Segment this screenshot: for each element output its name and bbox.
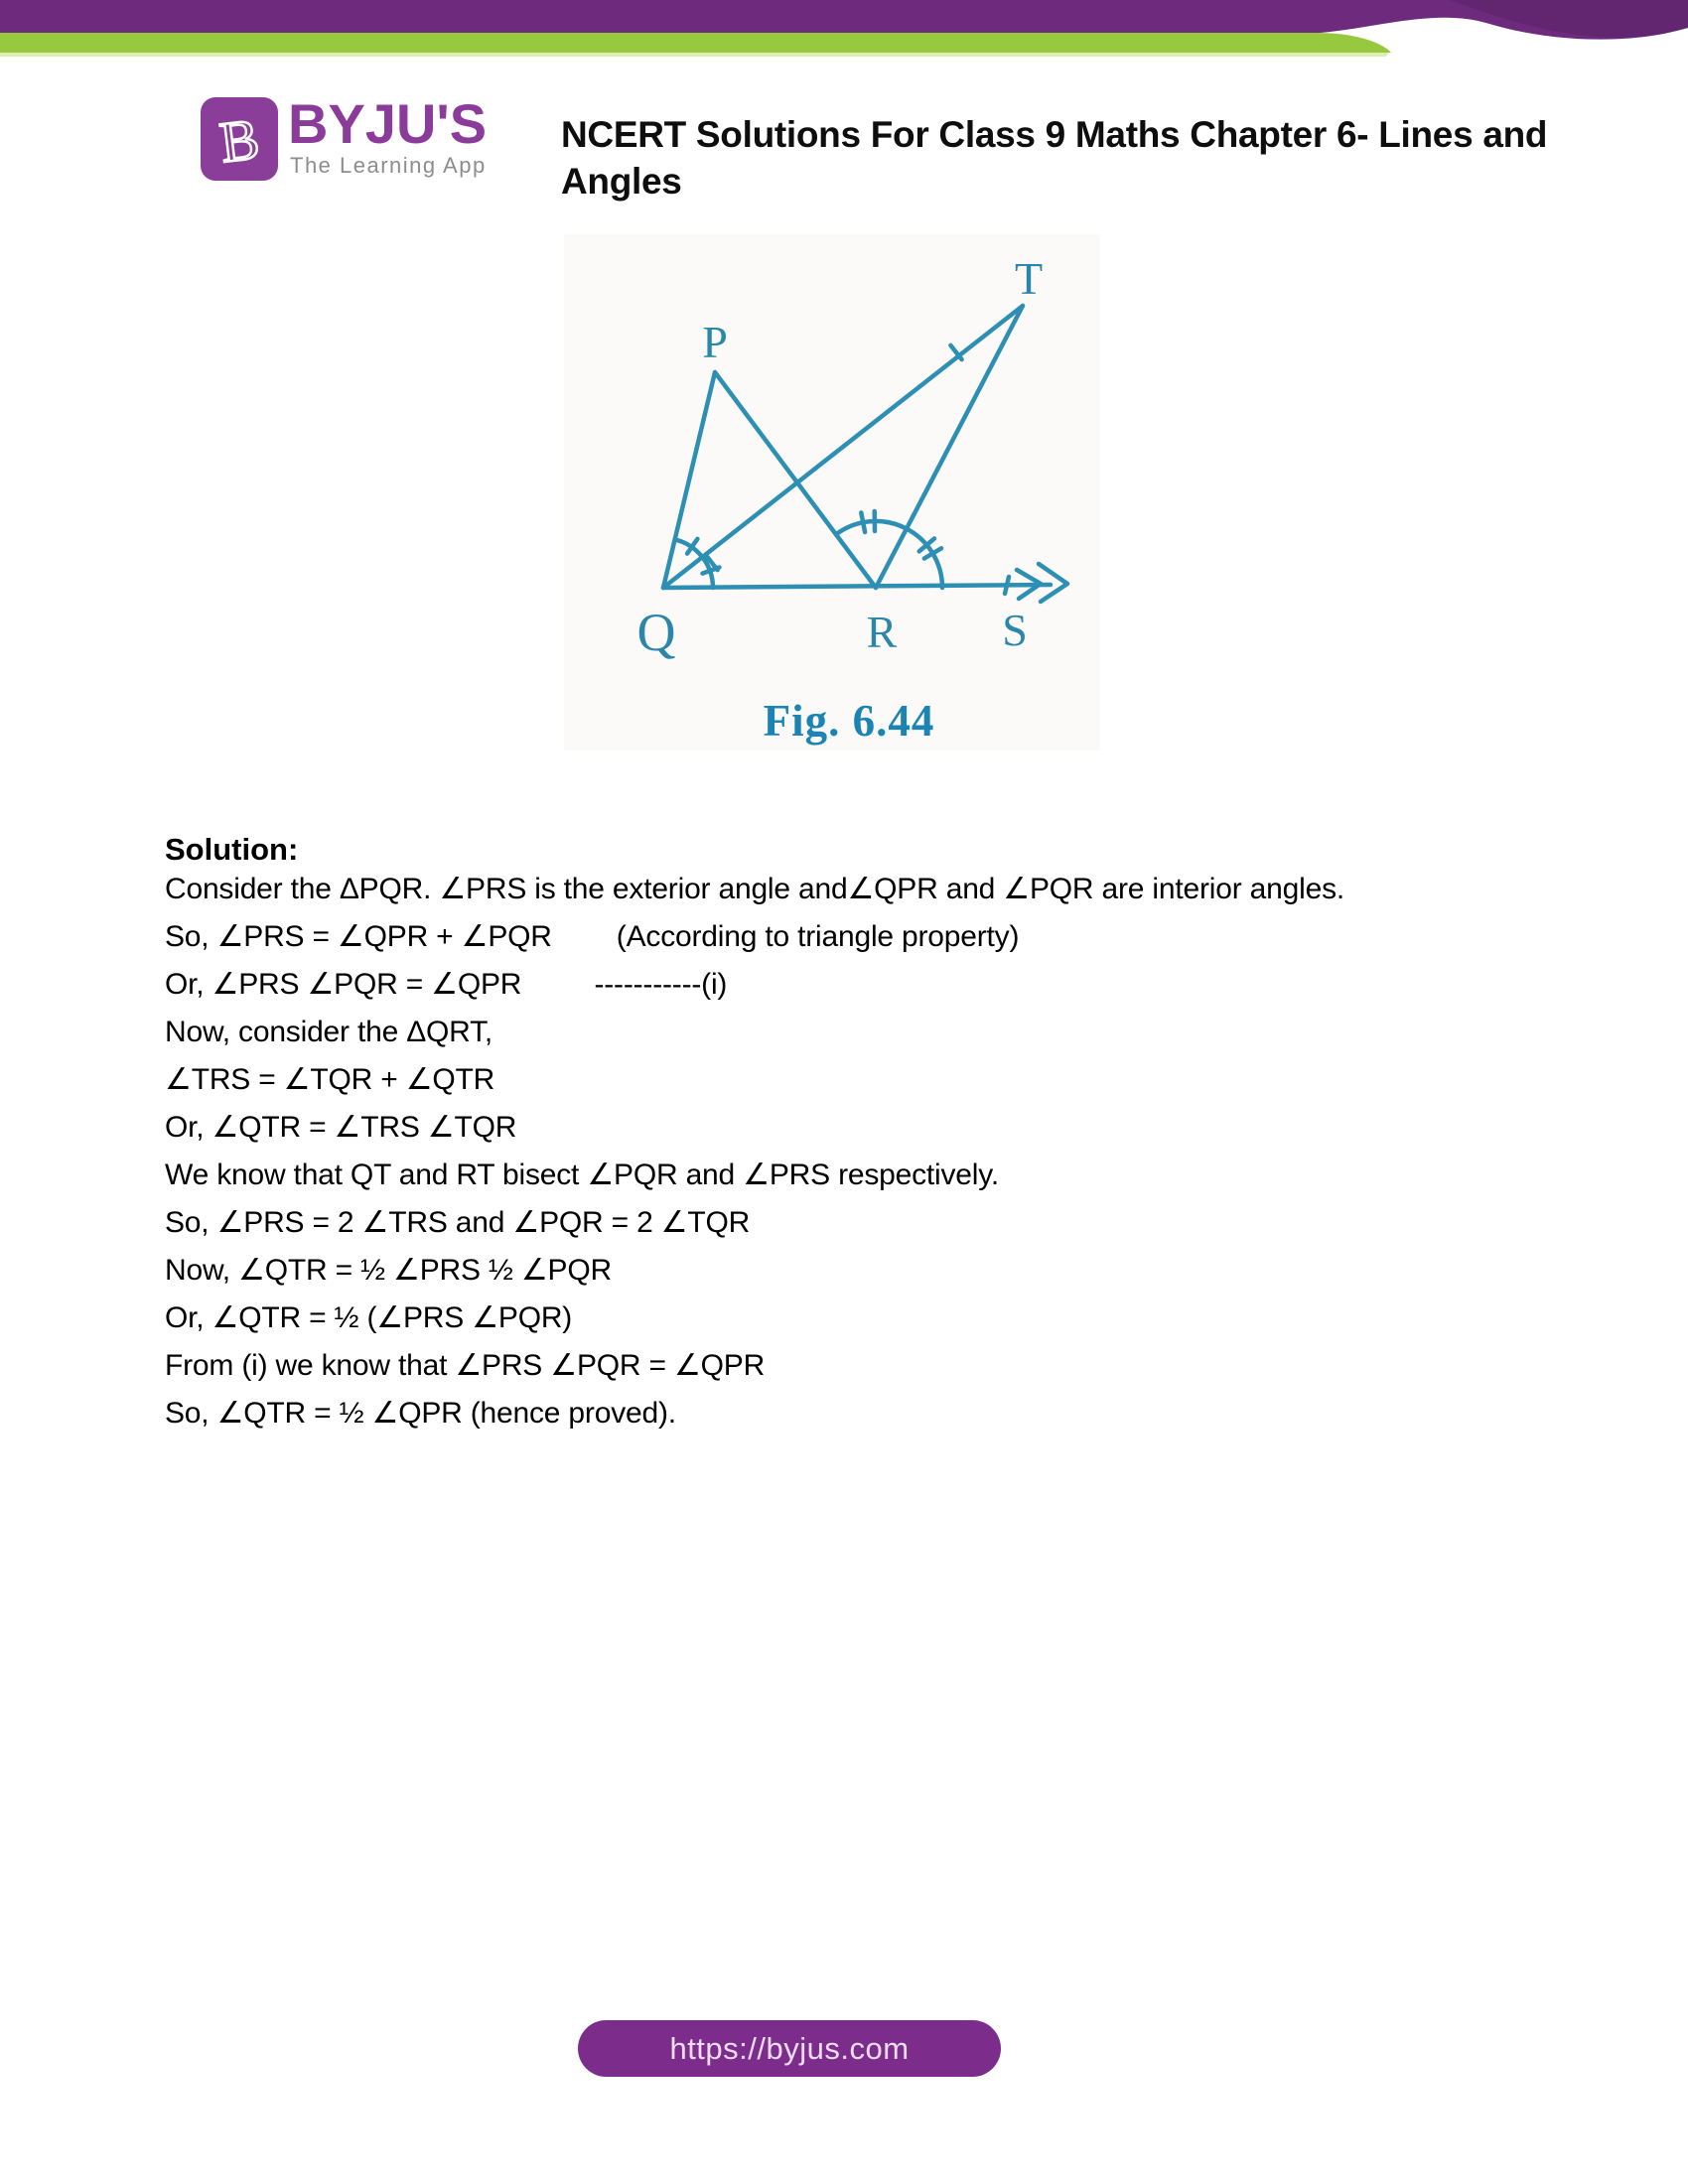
- solution-heading: Solution:: [165, 832, 299, 867]
- figure-6-44: [556, 233, 1112, 660]
- solution-line: So, ∠PRS = 2 ∠TRS and ∠PQR = 2 ∠TQR: [165, 1206, 751, 1239]
- figure-ray-tick: [1005, 577, 1009, 594]
- solution-line: Consider the ΔPQR. ∠PRS is the exterior angle and∠QPR and ∠PQR are interior angles.: [165, 873, 1344, 905]
- page-title-line-2: Angles: [561, 161, 682, 202]
- solution-line: So, ∠QTR = ½ ∠QPR (hence proved).: [165, 1397, 676, 1430]
- vertex-label-q: Q: [636, 603, 676, 660]
- header-green-stripe: [0, 53, 1389, 57]
- figure-angle-tick: [861, 512, 865, 532]
- vertex-label-t: T: [1014, 253, 1044, 304]
- figure-caption: Fig. 6.44: [763, 696, 935, 746]
- solution-line: Or, ∠QTR = ½ (∠PRS ∠PQR): [165, 1301, 573, 1334]
- brand-logo: [201, 92, 618, 195]
- solution-line: Now, consider the ΔQRT,: [165, 1016, 493, 1048]
- figure-line-pr: [715, 372, 876, 588]
- solution-line: Or, ∠QTR = ∠TRS ∠TQR: [165, 1111, 517, 1144]
- vertex-label-p: P: [702, 317, 728, 367]
- vertex-label-r: R: [866, 607, 898, 657]
- solution-line: Now, ∠QTR = ½ ∠PRS ½ ∠PQR: [165, 1254, 612, 1287]
- solution-line: ∠TRS = ∠TQR + ∠QTR: [165, 1063, 495, 1096]
- figure-line-tr: [876, 306, 1023, 588]
- vertex-label-s: S: [1002, 605, 1028, 655]
- svg-text:B: B: [216, 105, 263, 176]
- byjus-url-pill[interactable]: [578, 2020, 1001, 2077]
- page-title-line-1: NCERT Solutions For Class 9 Maths Chapter 6- Lines and: [561, 114, 1548, 155]
- byjus-url-label: https://byjus.com: [669, 2030, 910, 2066]
- solution-line: We know that QT and RT bisect ∠PQR and ∠PRS respectively.: [165, 1159, 999, 1191]
- header-green-band: [0, 33, 1391, 53]
- solution-line: From (i) we know that ∠PRS ∠PQR = ∠QPR: [165, 1349, 766, 1382]
- logo-b-icon: [201, 97, 278, 181]
- solution-body: [165, 866, 1575, 1437]
- brand-tagline: The Learning App: [290, 153, 487, 178]
- figure-ray-qs: [663, 585, 1051, 588]
- header-banner: [0, 0, 1688, 69]
- solution-line: So, ∠PRS = ∠QPR + ∠PQR (According to triangle property): [165, 920, 1020, 953]
- brand-name: BYJU'S: [288, 92, 488, 155]
- page-title: [561, 111, 1643, 205]
- solution-line: Or, ∠PRS ∠PQR = ∠QPR -----------(i): [165, 968, 728, 1001]
